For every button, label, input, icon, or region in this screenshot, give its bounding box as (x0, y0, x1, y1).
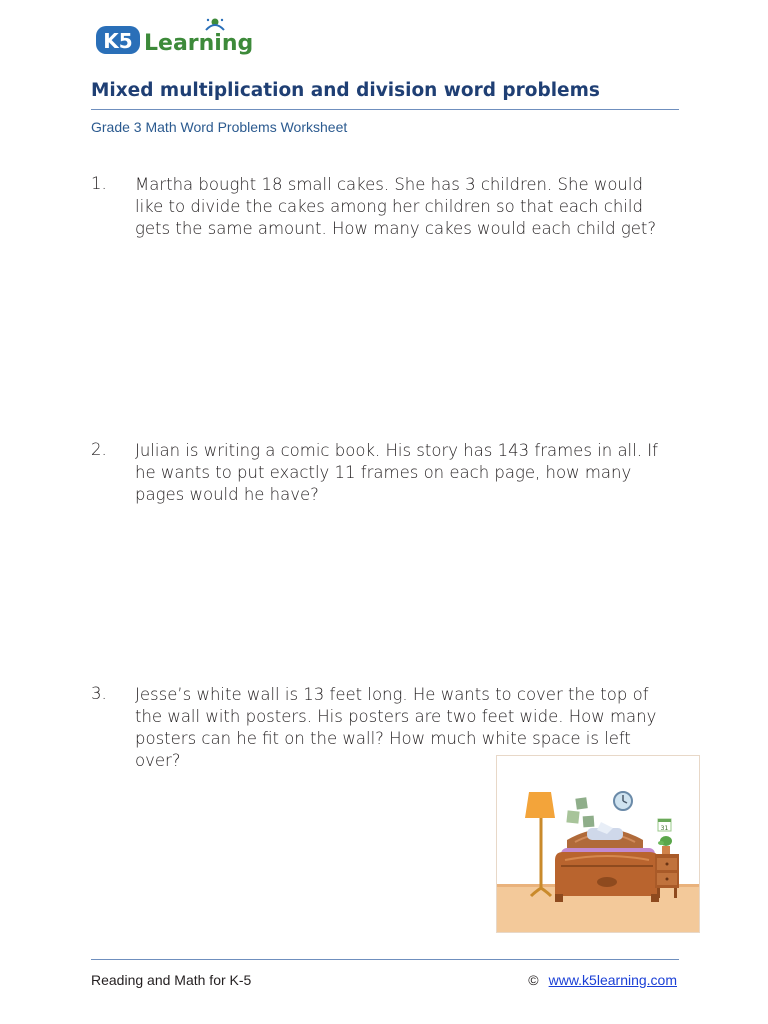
k5-learning-logo (94, 16, 258, 60)
problem-number: 3. (91, 684, 107, 703)
wall-clock-icon (614, 792, 632, 810)
problem-text: Julian is writing a comic book. His story has 143 frames in all. If he wants to put exactly 11 frames on each page, how many pages would he have? (135, 441, 658, 504)
calendar-icon (658, 819, 671, 832)
footer-tagline: Reading and Math for K-5 (91, 972, 252, 988)
footer-copyright (528, 972, 677, 988)
header-divider (91, 109, 679, 110)
logo-wordmark: Learning (144, 31, 254, 56)
website-link[interactable]: www.k5learning.com (548, 972, 677, 988)
problem-text: Jesse’s white wall is 13 feet long. He wants to cover the top of the wall with posters. His posters are two feet wide. How many posters can he fit on the wall? How much white space is left over? (135, 685, 657, 770)
problem-number: 2. (91, 440, 107, 459)
page-subtitle: Grade 3 Math Word Problems Worksheet (91, 119, 348, 135)
problem-number: 1. (91, 174, 107, 193)
logo-figure-icon (206, 19, 224, 31)
bedroom-illustration (496, 755, 700, 933)
page-title: Mixed multiplication and division word problems (91, 80, 600, 101)
calendar-date: 31 (660, 825, 669, 832)
footer-divider (91, 959, 679, 960)
logo-badge-text: K5 (103, 29, 133, 53)
copyright-symbol: © (528, 972, 539, 988)
problem-text: Martha bought 18 small cakes. She has 3 children. She would like to divide the cakes among her children so that each child gets the same amount. How many cakes would each child get? (135, 175, 657, 238)
